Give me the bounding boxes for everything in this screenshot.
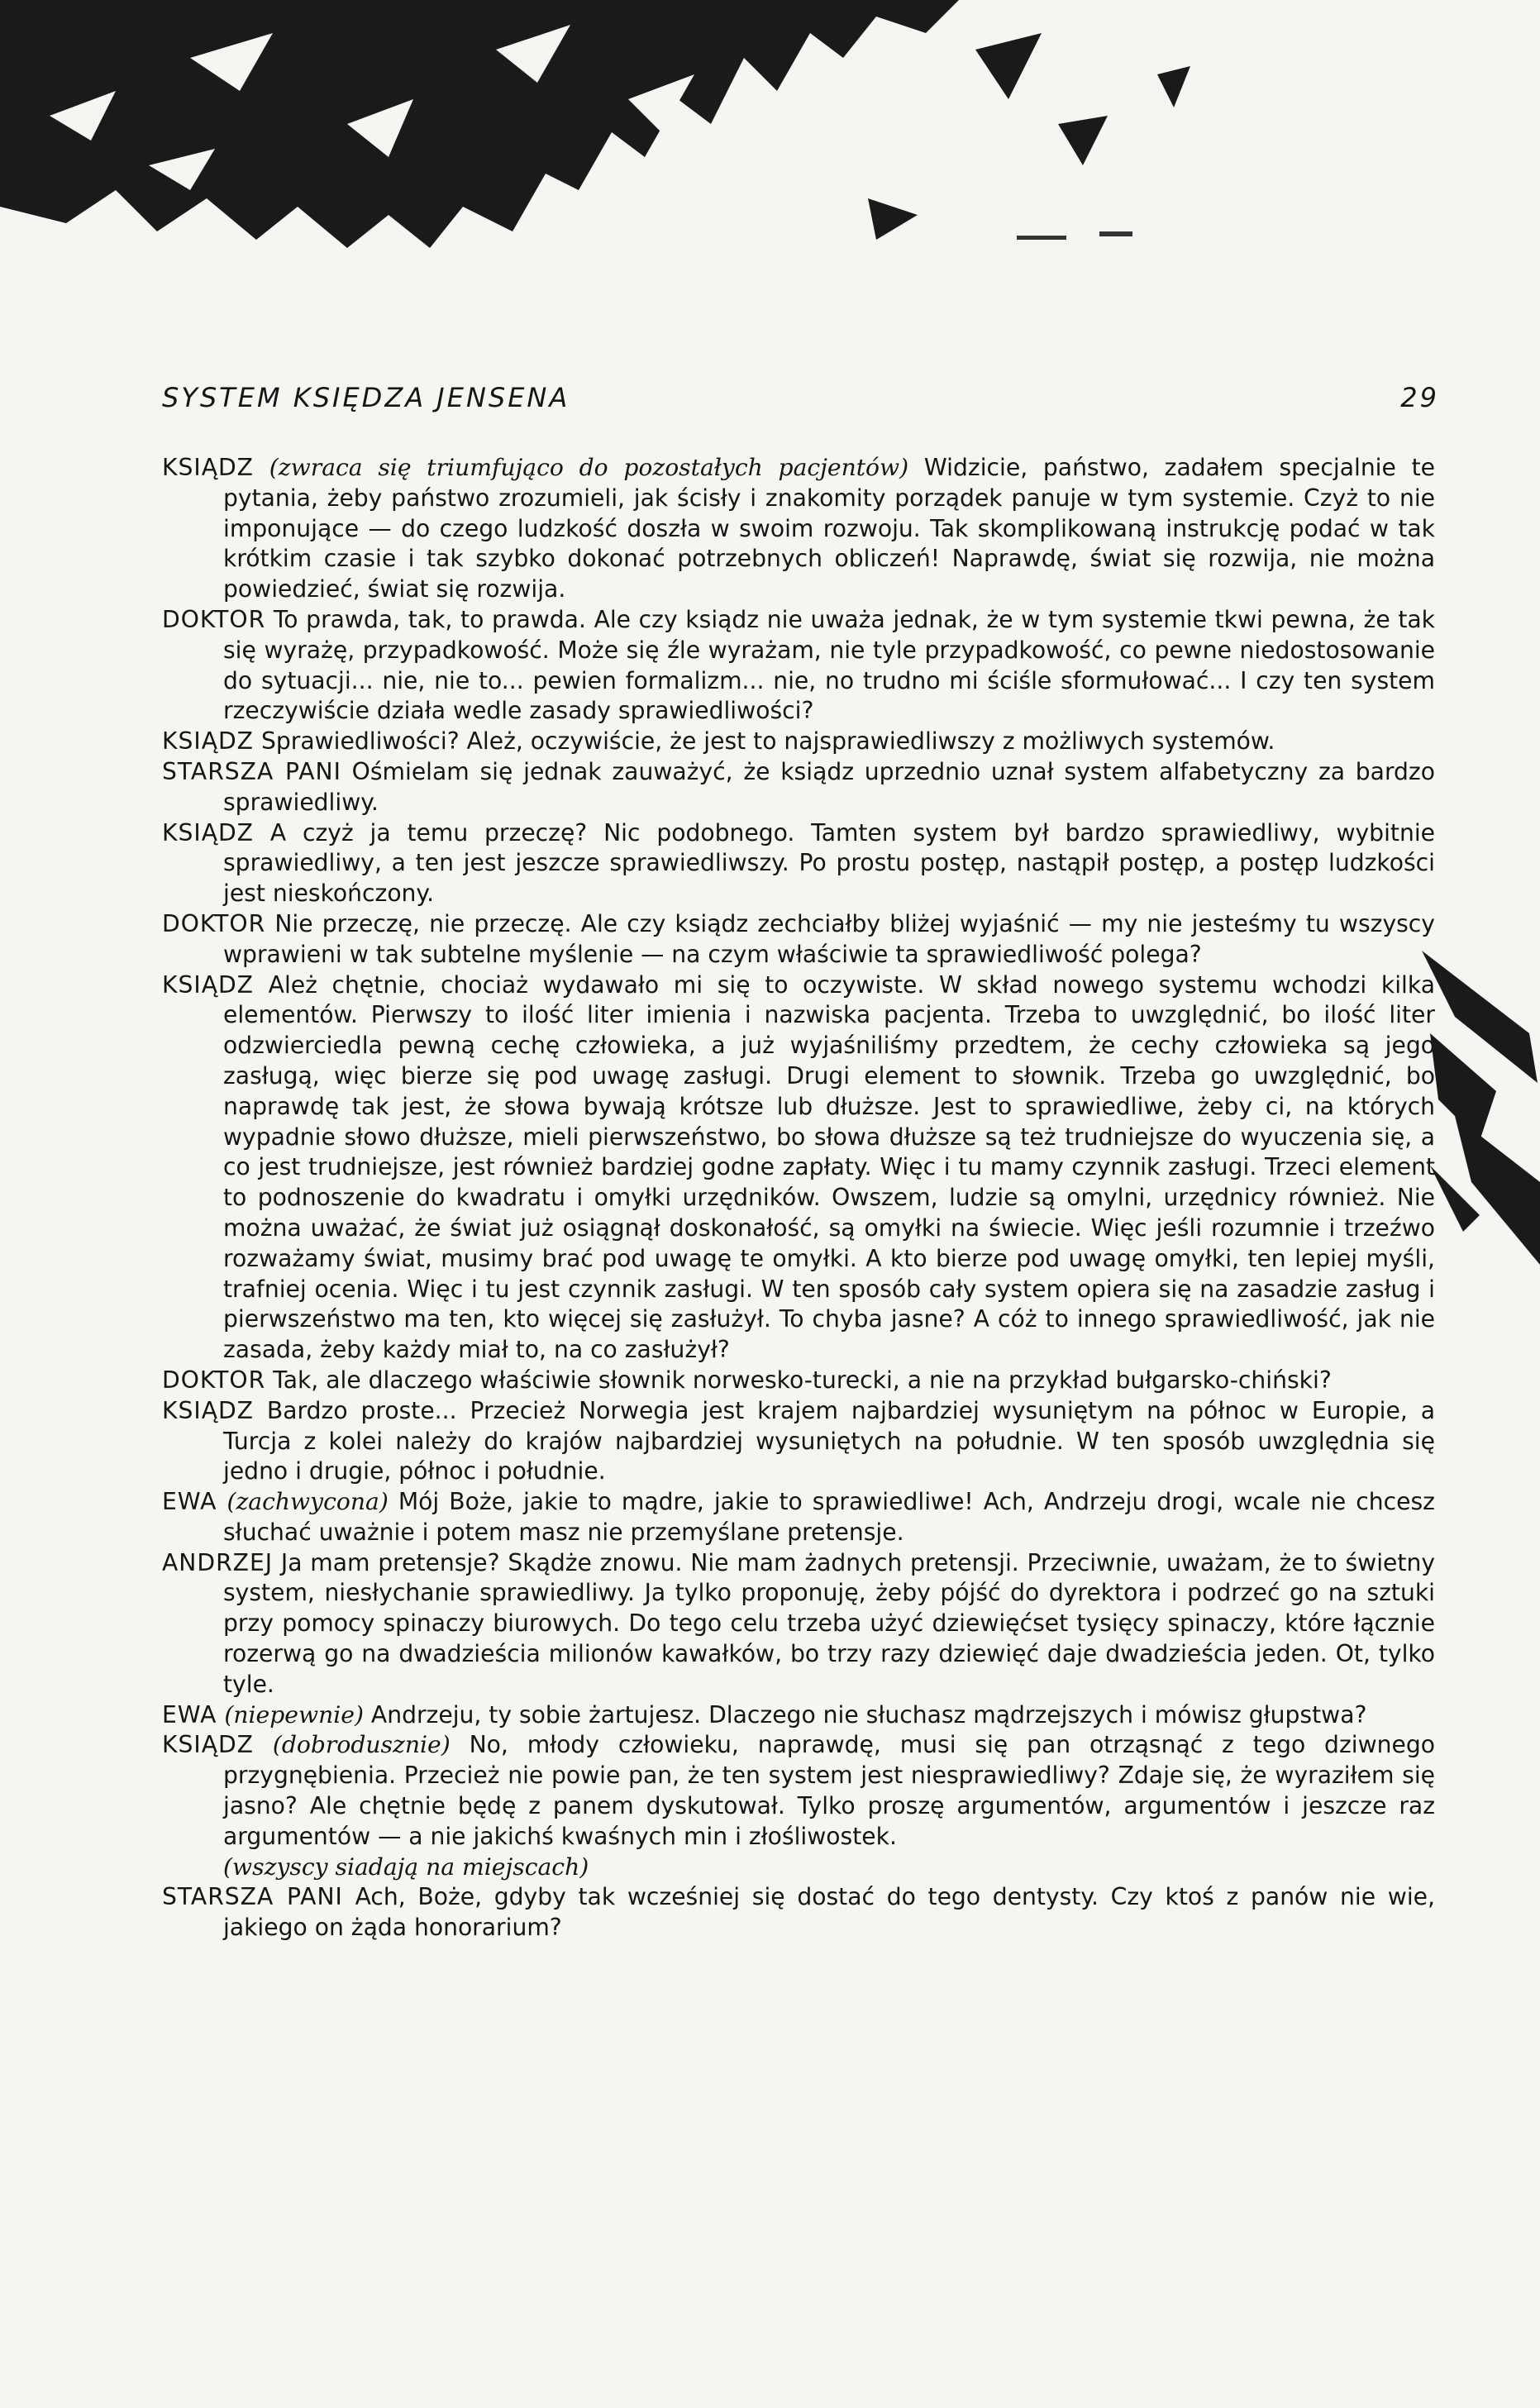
running-header	[162, 382, 1439, 432]
dialogue-text: To prawda, tak, to prawda. Ale czy ksiądz nie uważa jednak, że w tym systemie tkwi pewna, że tak się wyrażę, przypadkowość. Może się źle wyrażam, nie tyle przypadkowość, co pewne niedostosowanie do sytuacji... nie, nie to... pewien formalizm... nie, no trudno mi ściśle sformułować... I czy ten system rzeczywiście działa wedle zasady sprawiedliwości?	[223, 605, 1435, 725]
decorative-print-top	[0, 0, 1540, 273]
dialogue-turn	[162, 909, 1435, 970]
dialogue-turn	[162, 605, 1435, 727]
stage-direction: (zachwycona)	[226, 1488, 389, 1516]
dialogue-text: No, młody człowieku, naprawdę, musi się pan otrząsnąć z tego dziwnego przygnębienia. Przecież nie powie pan, że ten system jest niesprawiedliwy? Zdaje się, że wyraziłem się jasno? Ale chętnie będę z panem dyskutował. Tylko proszę argumentów, argumentów i jeszcze raz argumentów — a nie jakichś kwaśnych min i złośliwostek.	[223, 1731, 1435, 1850]
stage-direction: (wszyscy siadają na miejscach)	[223, 1852, 589, 1881]
dialogue-turn	[162, 1548, 1435, 1700]
dialogue-text: Mój Boże, jakie to mądre, jakie to sprawiedliwe! Ach, Andrzeju drogi, wcale nie chcesz słuchać uważnie i potem masz nie przemyślane pretensje.	[223, 1488, 1435, 1546]
speaker-name: KSIĄDZ	[162, 727, 254, 756]
stage-direction: (niepewnie)	[224, 1700, 364, 1729]
dialogue-text: Ośmielam się jednak zauważyć, że ksiądz uprzednio uznał system alfabetyczny za bardzo sprawiedliwy.	[223, 757, 1435, 816]
dialogue-text: Bardzo proste... Przecież Norwegia jest krajem najbardziej wysuniętym na północ w Europie, a Turcja z kolei należy do krajów najbardziej wysuniętych na południe. W ten sposób uwzględnia się jedno i drugie, północ i południe.	[223, 1396, 1435, 1485]
speaker-name: STARSZA PANI	[162, 757, 341, 785]
speaker-name: DOKTOR	[162, 605, 266, 633]
dialogue-turn	[162, 1700, 1435, 1731]
speaker-name: KSIĄDZ	[162, 970, 254, 999]
dialogue-text: Ja mam pretensje? Skądże znowu. Nie mam żadnych pretensji. Przeciwnie, uważam, że to świetny system, niesłychanie sprawiedliwy. Ja tylko proponuję, żeby pójść do dyrektora i podrzeć go na sztuki przy pomocy spinaczy biurowych. Do tego celu trzeba użyć dziewięćset tysięcy spinaczy, które łącznie rozerwą go na dwadzieścia milionów kawałków, bo trzy razy dziewięć daje dwadzieścia jeden. Ot, tylko tyle.	[223, 1548, 1435, 1698]
speaker-name: DOKTOR	[162, 1366, 266, 1394]
dialogue-text: Tak, ale dlaczego właściwie słownik norwesko-turecki, a nie na przykład bułgarsko-chiński?	[273, 1366, 1332, 1394]
dialogue-turn	[162, 1730, 1435, 1852]
stage-direction: (dobrodusznie)	[272, 1731, 451, 1759]
stage-direction: (zwraca się triumfująco do pozostałych pacjentów)	[269, 454, 909, 481]
play-text	[162, 453, 1435, 1943]
dialogue-text: Sprawiedliwości? Ależ, oczywiście, że jest to najsprawiedliwszy z możliwych systemów.	[260, 727, 1275, 756]
dialogue-turn	[162, 1396, 1435, 1487]
dialogue-text: Nie przeczę, nie przeczę. Ale czy ksiądz zechciałby bliżej wyjaśnić — my nie jesteśmy tu wszyscy wprawieni w tak subtelne myślenie — na czym właściwie ta sprawiedliwość polega?	[223, 909, 1435, 968]
speaker-name: EWA	[162, 1700, 217, 1729]
speaker-name: KSIĄDZ	[162, 1396, 254, 1424]
speaker-name: DOKTOR	[162, 909, 266, 937]
dialogue-text: Widzicie, państwo, zadałem specjalnie te pytania, żeby państwo zrozumieli, jak ścisły i znakomity porządek panuje w tym systemie. Czyż to nie imponujące — do czego ludzkość doszła w swoim rozwoju. Tak skomplikowaną instrukcję podać w tak krótkim czasie i tak szybko dokonać potrzebnych obliczeń! Naprawdę, świat się rozwija, nie można powiedzieć, świat się rozwija.	[223, 454, 1435, 603]
dialogue-turn	[162, 1366, 1435, 1396]
dialogue-text: Andrzeju, ty sobie żartujesz. Dlaczego nie słuchasz mądrzejszych i mówisz głupstwa?	[370, 1700, 1367, 1729]
speaker-name: KSIĄDZ	[162, 1731, 254, 1759]
dialogue-turn	[162, 727, 1435, 757]
speaker-name: KSIĄDZ	[162, 818, 254, 846]
dialogue-turn	[162, 970, 1435, 1366]
page-number: 29	[1400, 382, 1439, 413]
dialogue-text: A czyż ja temu przeczę? Nic podobnego. Tamten system był bardzo sprawiedliwy, wybitnie sprawiedliwy, a ten jest jeszcze sprawiedliwszy. Po prostu postęp, nastąpił postęp, a postęp ludzkości jest nieskończony.	[223, 818, 1435, 908]
speaker-name: STARSZA PANI	[162, 1883, 343, 1911]
dialogue-text: Ależ chętnie, chociaż wydawało mi się to oczywiste. W skład nowego systemu wchodzi kilka elementów. Pierwszy to ilość liter imienia i nazwiska pacjenta. Trzeba to uwzględnić, bo ilość liter odzwierciedla pewną cechę człowieka, a już wyjaśniliśmy przedtem, że cechy człowieka są jego zasługą, więc bierze się pod uwagę zasługi. Drugi element to słownik. Trzeba go uwzględnić, bo naprawdę tak jest, że słowa bywają krótsze lub dłuższe. Jest to sprawiedliwe, żeby ci, na których wypadnie słowo dłuższe, mieli pierwszeństwo, bo słowa dłuższe są też trudniejsze do wyuczenia się, a co jest trudniejsze, jest również bardziej godne zapłaty. Więc i tu mamy czynnik zasługi. Trzeci element to podnoszenie do kwadratu i omyłki urzędników. Owszem, ludzie są omylni, urzędnicy również. Nie można uważać, że świat już osiągnął doskonałość, są omyłki na świecie. Więc jeśli rozumnie i trzeźwo rozważamy świat, musimy brać pod uwagę te omyłki. A kto bierze pod uwagę omyłki, ten lepiej myśli, trafniej ocenia. Więc i tu jest czynnik zasługi. W ten sposób cały system opiera się na zasadzie zasług i pierwszeństwo ma ten, kto więcej się zasłużył. To chyba jasne? A cóż to innego sprawiedliwość, jak nie zasada, żeby każdy miał to, na co zasłużył?	[223, 970, 1435, 1364]
speaker-name: KSIĄDZ	[162, 454, 254, 481]
speaker-name: ANDRZEJ	[162, 1548, 274, 1576]
book-title: SYSTEM KSIĘDZA JENSENA	[162, 382, 570, 413]
dialogue-turn	[162, 757, 1435, 818]
dialogue-turn	[162, 1487, 1435, 1548]
dialogue-turn	[162, 453, 1435, 605]
dialogue-turn	[162, 1882, 1435, 1943]
stage-direction-line	[162, 1852, 1435, 1883]
speaker-name: EWA	[162, 1488, 217, 1516]
dialogue-text: Ach, Boże, gdyby tak wcześniej się dostać do tego dentysty. Czy ktoś z panów nie wie, jakiego on żąda honorarium?	[223, 1883, 1435, 1942]
dialogue-turn	[162, 818, 1435, 909]
ink-splatter-graphic	[0, 0, 1540, 273]
